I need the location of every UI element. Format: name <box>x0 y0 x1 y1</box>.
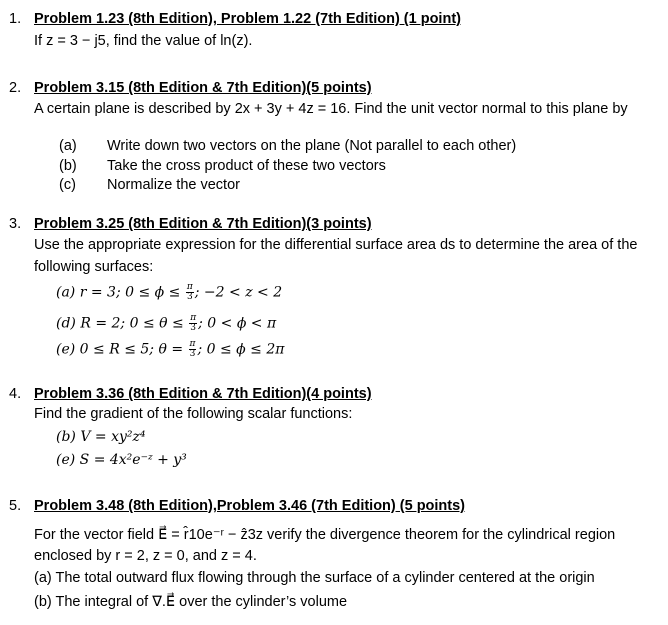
item-pre: (a) r = 3; 0 ≤ ϕ ≤ <box>56 284 185 301</box>
fraction <box>186 283 194 302</box>
problem-number: 5. <box>9 498 22 514</box>
problem-number: 4. <box>9 386 22 402</box>
fraction <box>189 314 197 333</box>
fraction-numerator: π <box>190 313 197 323</box>
item-post: ; 0 ≤ ϕ ≤ 2π <box>197 341 285 358</box>
item-label: (b) <box>59 158 77 174</box>
fraction-denominator: 3 <box>186 292 193 302</box>
item-post: ; −2 < z < 2 <box>194 284 283 301</box>
scalar-function: (e) S = 4x²e⁻ᶻ + y³ <box>56 452 187 468</box>
surface-item <box>56 340 284 359</box>
item-pre: (d) R = 2; 0 ≤ θ ≤ <box>56 315 189 332</box>
problem-title: Problem 3.15 (8th Edition & 7th Edition)(5 points) <box>34 80 372 96</box>
scalar-function: (b) V = xy²z⁴ <box>56 429 146 445</box>
problem-body: A certain plane is described by 2x + 3y + 4z = 16. Find the unit vector normal to this plane by <box>34 101 628 117</box>
problem-body: If z = 3 − j5, find the value of ln(z). <box>34 33 253 49</box>
problem-body: For the vector field E⃗ = r̂10e⁻ʳ − ẑ3z verify the divergence theorem for the cylindrical region <box>34 527 616 543</box>
problem-title: Problem 3.36 (8th Edition & 7th Edition)(4 points) <box>34 386 372 402</box>
item-pre: (e) 0 ≤ R ≤ 5; θ = <box>56 341 188 358</box>
problem-body: Find the gradient of the following scalar functions: <box>34 406 353 422</box>
sub-question: (b) The integral of ∇.E⃗ over the cylinder’s volume <box>34 594 348 610</box>
problem-body: following surfaces: <box>34 259 154 275</box>
fraction-numerator: π <box>186 282 193 292</box>
problem-number: 2. <box>9 80 22 96</box>
problem-title: Problem 3.25 (8th Edition & 7th Edition)(3 points) <box>34 216 372 232</box>
sub-question: (a) The total outward flux flowing through the surface of a cylinder centered at the origin <box>34 570 595 586</box>
fraction <box>189 340 197 359</box>
problem-title: Problem 3.48 (8th Edition),Problem 3.46 (7th Edition) (5 points) <box>34 498 466 514</box>
item-post: ; 0 < ϕ < π <box>198 315 277 332</box>
surface-item <box>56 314 276 333</box>
surface-item <box>56 283 282 302</box>
item-text: Take the cross product of these two vectors <box>107 158 386 174</box>
problem-body: enclosed by r = 2, z = 0, and z = 4. <box>34 548 257 564</box>
fraction-denominator: 3 <box>190 323 197 333</box>
item-text: Write down two vectors on the plane (Not parallel to each other) <box>107 138 517 154</box>
item-label: (c) <box>59 177 76 193</box>
problem-title: Problem 1.23 (8th Edition), Problem 1.22 (7th Edition) (1 point) <box>34 11 461 27</box>
problem-body: Use the appropriate expression for the differential surface area ds to determine the area of the <box>34 237 638 253</box>
problem-number: 3. <box>9 216 22 232</box>
item-label: (a) <box>59 138 77 154</box>
item-text: Normalize the vector <box>107 177 240 193</box>
fraction-numerator: π <box>189 339 196 349</box>
problem-number: 1. <box>9 11 22 27</box>
fraction-denominator: 3 <box>189 349 196 359</box>
